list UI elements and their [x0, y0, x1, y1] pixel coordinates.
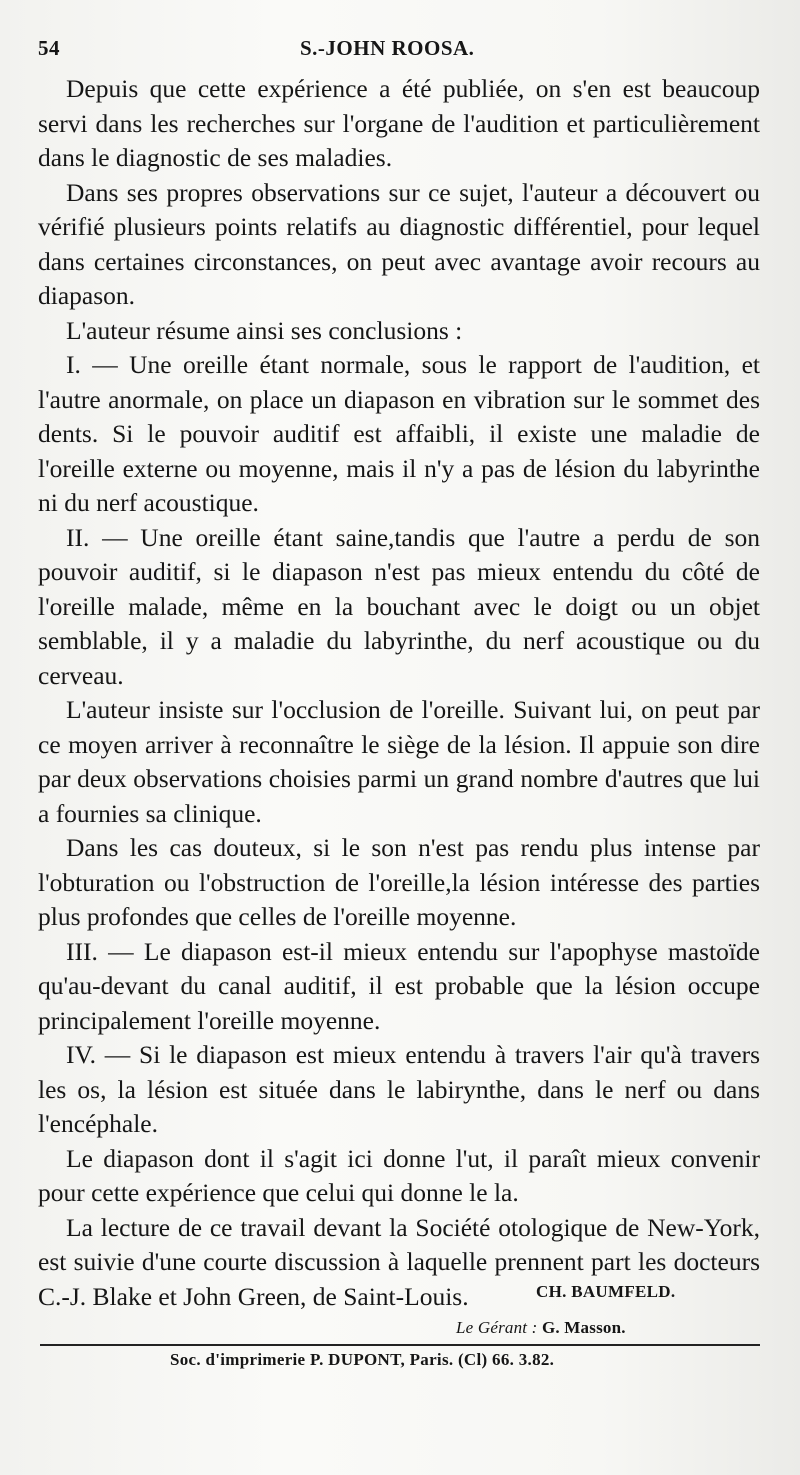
- paragraph: La lecture de ce travail devant la Société otologique de New-York, est suivie d'une courte discussion à laquelle prennent part les docteurs C.-J. Blake et John Green, de Saint-Louis.: [38, 1212, 760, 1311]
- paragraph: Depuis que cette expérience a été publiée, on s'en est beaucoup servi dans les recherches sur l'organe de l'audition et particulièrement dans le diagnostic de ses maladies.: [38, 74, 760, 172]
- conclusion-iv: IV. — Si le diapason est mieux entendu à travers l'air qu'à travers les os, la lésion est située dans le labirynthe, dans le nerf ou dans l'encéphale.: [38, 1040, 760, 1138]
- paragraph: Dans ses propres observations sur ce sujet, l'auteur a découvert ou vérifié plusieurs points relatifs au diagnostic différentiel, pour lequel dans certaines circonstances, on peut avec avantage avoir recours au diapason.: [38, 177, 760, 310]
- paragraph: Le diapason dont il s'agit ici donne l'ut, il paraît mieux convenir pour cette expérience que celui qui donne le la.: [38, 1143, 760, 1207]
- author-signature: CH. BAUMFELD.: [536, 1282, 676, 1301]
- gerant-line: [456, 1318, 626, 1338]
- running-title: S.-JOHN ROOSA.: [300, 36, 475, 60]
- footer-rule: [40, 1344, 760, 1346]
- gerant-label: Le Gérant :: [456, 1318, 538, 1337]
- body-text: [38, 72, 760, 1314]
- printer-imprint: Soc. d'imprimerie P. DUPONT, Paris. (Cl) 66. 3.82.: [170, 1350, 555, 1369]
- paragraph: L'auteur insiste sur l'occlusion de l'oreille. Suivant lui, on peut par ce moyen arriver à reconnaître le siège de la lésion. Il appuie son dire par deux observations choisies parmi un grand nombre d'autres que lui a fournies sa clinique.: [38, 695, 760, 828]
- paragraph: Dans les cas douteux, si le son n'est pas rendu plus intense par l'obturation ou l'obstruction de l'oreille,la lésion intéresse des parties plus profondes que celles de l'oreille moyenne.: [38, 833, 760, 931]
- page-number: 54: [38, 36, 60, 60]
- conclusion-iii: III. — Le diapason est-il mieux entendu sur l'apophyse mastoïde qu'au-devant du canal auditif, il est probable que la lésion occupe principalement l'oreille moyenne.: [38, 936, 760, 1035]
- conclusion-ii: II. — Une oreille étant saine,tandis que l'autre a perdu de son pouvoir auditif, si le diapason n'est pas mieux entendu du côté de l'oreille malade, même en la bouchant avec le doigt ou un objet semblable, il y a maladie du labyrinthe, du nerf acoustique ou du cerveau.: [38, 522, 760, 690]
- gerant-name: G. Masson.: [541, 1318, 626, 1337]
- paragraph: L'auteur résume ainsi ses conclusions :: [66, 315, 463, 345]
- running-head: [38, 30, 760, 62]
- conclusion-i: I. — Une oreille étant normale, sous le rapport de l'audition, et l'autre anormale, on place un diapason en vibration sur le sommet des dents. Si le pouvoir auditif est affaibli, il existe une maladie de l'oreille externe ou moyenne, mais il n'y a pas de lésion du labyrinthe ni du nerf acoustique.: [38, 350, 760, 517]
